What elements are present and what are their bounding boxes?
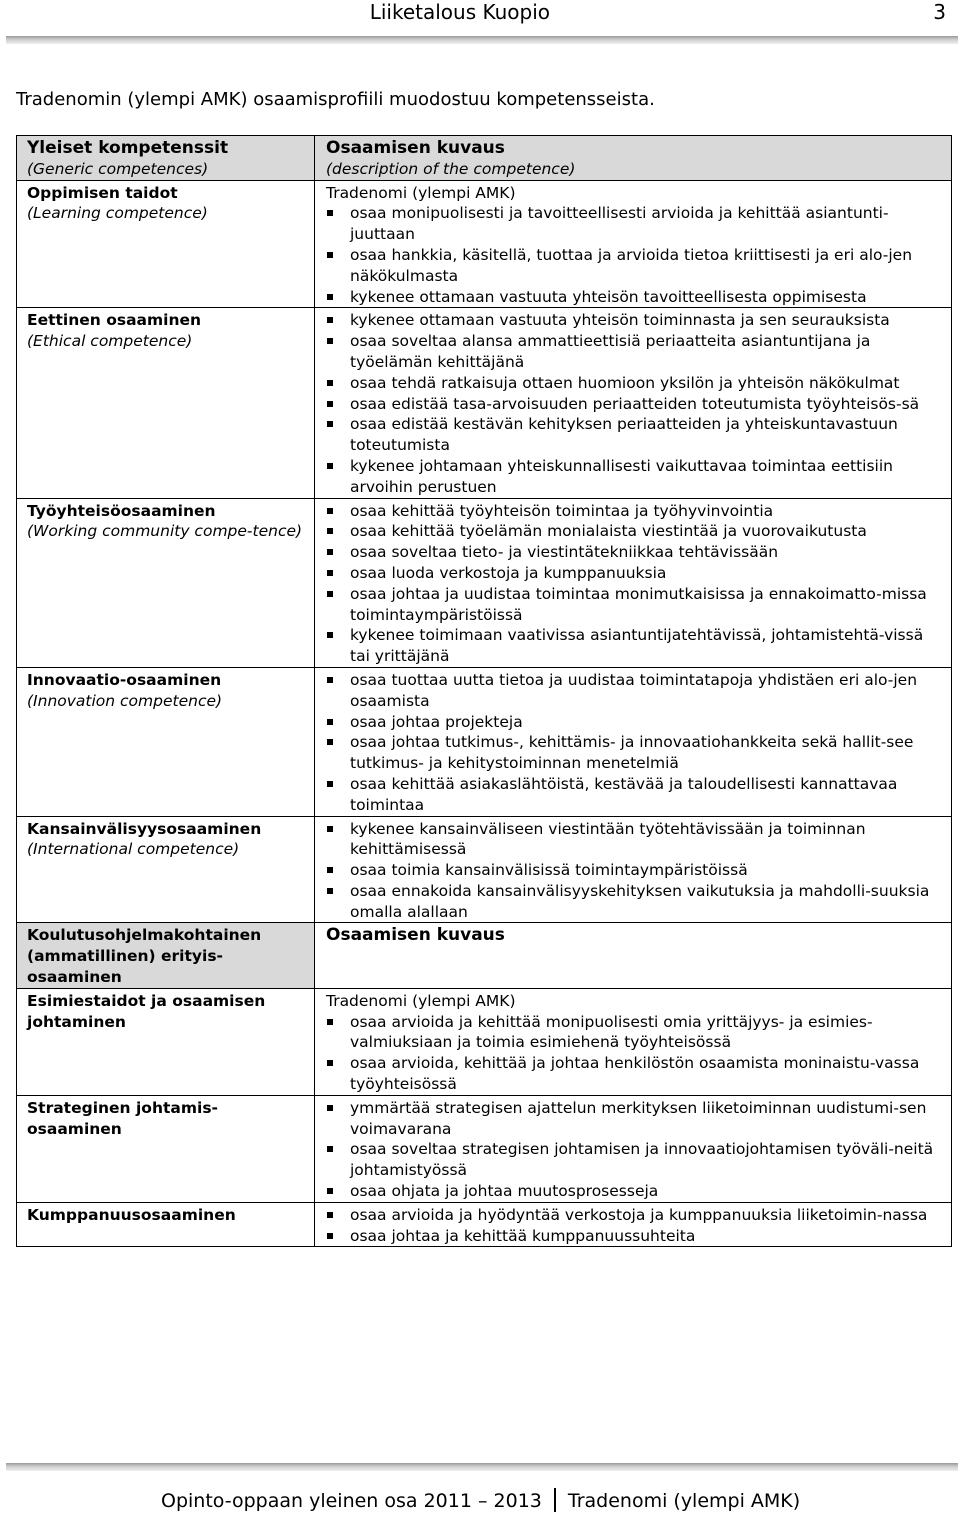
competence-name-cell: [17, 1095, 315, 1202]
description-item: osaa arvioida, kehittää ja johtaa henkilöstön osaamista moninaistu-vassa työyhteisössä: [326, 1053, 943, 1095]
competence-english-name: (Ethical competence): [27, 332, 193, 351]
header-left-title: Yleiset kompetenssit: [27, 138, 229, 158]
page-header: [0, 0, 960, 28]
competence-description-cell: [315, 308, 952, 498]
description-header: [315, 136, 952, 181]
description-item: osaa ennakoida kansainvälisyyskehityksen vaikutuksia ja mahdolli-suuksia omalla alallaan: [326, 881, 943, 923]
table-row: [17, 816, 952, 923]
specific-competences-header: [17, 923, 315, 988]
competence-description-cell: [315, 667, 952, 816]
competence-name-cell: [17, 308, 315, 498]
specific-header-right-title: Osaamisen kuvaus: [326, 925, 505, 946]
description-item: osaa kehittää asiakaslähtöistä, kestävää ja taloudellisesti kannattavaa toimintaa: [326, 774, 943, 816]
table-row: [17, 498, 952, 667]
description-item: kykenee kansainväliseen viestintään työtehtävissään ja toiminnan kehittämisessä: [326, 819, 943, 861]
competence-english-name: (Innovation competence): [27, 691, 223, 710]
description-item: osaa edistää kestävän kehityksen periaatteiden ja yhteiskuntavastuun toteutumista: [326, 414, 943, 456]
competence-description-cell: [315, 988, 952, 1095]
competence-name: Kansainvälisyysosaaminen: [27, 819, 262, 838]
description-item: osaa edistää tasa-arvoisuuden periaatteiden toteutumista työyhteisös-sä: [326, 394, 943, 415]
header-title: Liiketalous Kuopio: [369, 0, 550, 24]
description-item: osaa kehittää työyhteisön toimintaa ja työhyvinvointia: [326, 501, 943, 522]
description-item: kykenee ottamaan vastuuta yhteisön toiminnasta ja sen seurauksista: [326, 310, 943, 331]
description-item: osaa soveltaa strategisen johtamisen ja innovaatiojohtamisen työväli-neitä johtamistyössä: [326, 1139, 943, 1181]
table-row: [17, 667, 952, 816]
description-item: osaa johtaa tutkimus-, kehittämis- ja innovaatiohankkeita sekä hallit-see tutkimus- ja kehitystoiminnan menetelmiä: [326, 732, 943, 774]
description-list: [326, 310, 943, 497]
description-item: osaa monipuolisesti ja tavoitteellisesti arvioida ja kehittää asiantunti-juuttaan: [326, 203, 943, 245]
description-list: [326, 819, 943, 923]
competence-description-cell: [315, 1095, 952, 1202]
competence-name: Oppimisen taidot: [27, 183, 178, 202]
description-list: [326, 203, 943, 307]
specific-description-header: [315, 923, 952, 988]
description-intro: Tradenomi (ylempi AMK): [326, 991, 516, 1010]
competence-name-cell: [17, 1202, 315, 1247]
description-item: osaa johtaa ja kehittää kumppanuussuhteita: [326, 1226, 943, 1247]
description-item: osaa arvioida ja kehittää monipuolisesti omia yrittäjyys- ja esimies-valmiuksiaan ja toimia esimiehenä työyhteisössä: [326, 1012, 943, 1054]
competence-description-cell: [315, 180, 952, 308]
page-footer: [161, 1488, 800, 1513]
description-item: osaa kehittää työelämän monialaista viestintää ja vuorovaikutusta: [326, 521, 943, 542]
description-item: ymmärtää strategisen ajattelun merkityksen liiketoiminnan uudistumi-sen voimavarana: [326, 1098, 943, 1140]
description-item: osaa johtaa projekteja: [326, 712, 943, 733]
description-item: osaa arvioida ja hyödyntää verkostoja ja kumppanuuksia liiketoimin-nassa: [326, 1205, 943, 1226]
table-row: [17, 988, 952, 1095]
table-row: [17, 1095, 952, 1202]
description-item: kykenee toimimaan vaativissa asiantuntijatehtävissä, johtamistehtä-vissä tai yrittäjänä: [326, 625, 943, 667]
footer-divider: [6, 1463, 958, 1471]
description-intro: Tradenomi (ylempi AMK): [326, 183, 516, 202]
description-list: [326, 501, 943, 667]
description-item: osaa luoda verkostoja ja kumppanuuksia: [326, 563, 943, 584]
description-item: osaa tuottaa uutta tietoa ja uudistaa toimintatapoja yhdistäen eri alo-jen osaamista: [326, 670, 943, 712]
description-item: osaa toimia kansainvälisissä toimintaympäristöissä: [326, 860, 943, 881]
competence-name: Kumppanuusosaaminen: [27, 1205, 236, 1224]
competence-description-cell: [315, 1202, 952, 1247]
page-number: 3: [933, 0, 946, 24]
competence-name: Työyhteisöosaaminen: [27, 501, 216, 520]
description-list: [326, 670, 943, 816]
description-item: kykenee ottamaan vastuuta yhteisön tavoitteellisesta oppimisesta: [326, 287, 943, 308]
competence-english-name: (Learning competence): [27, 204, 208, 223]
description-item: kykenee johtamaan yhteiskunnallisesti vaikuttavaa toimintaa eettisiin arvoihin perustuen: [326, 456, 943, 498]
description-item: osaa soveltaa alansa ammattieettisiä periaatteita asiantuntijana ja työelämän kehittäjänä: [326, 331, 943, 373]
footer-left: Opinto-oppaan yleinen osa 2011 – 2013: [161, 1490, 542, 1512]
footer-separator: [554, 1488, 556, 1512]
description-list: [326, 1098, 943, 1202]
competence-name-cell: [17, 180, 315, 308]
description-item: osaa soveltaa tieto- ja viestintätekniikkaa tehtävissään: [326, 542, 943, 563]
competence-name: Esimiestaidot ja osaamisen johtaminen: [27, 991, 266, 1031]
competence-description-cell: [315, 498, 952, 667]
header-divider: [6, 36, 958, 44]
competence-name: Innovaatio-osaaminen: [27, 670, 222, 689]
table-row: [17, 1202, 952, 1247]
table-header-row: [17, 136, 952, 181]
intro-text: Tradenomin (ylempi AMK) osaamisprofiili muodostuu kompetensseista.: [16, 89, 655, 110]
header-right-subtitle: (description of the competence): [326, 159, 576, 178]
competence-table: [16, 135, 952, 1247]
specific-header-left-title: Koulutusohjelmakohtainen (ammatillinen) erityis-osaaminen: [27, 926, 262, 987]
competence-english-name: (International competence): [27, 840, 240, 859]
competence-name-cell: [17, 498, 315, 667]
header-right-title: Osaamisen kuvaus: [326, 138, 505, 158]
table-row: [17, 308, 952, 498]
competence-name-cell: [17, 816, 315, 923]
table-row: [17, 180, 952, 308]
description-item: osaa hankkia, käsitellä, tuottaa ja arvioida tietoa kriittisesti ja eri alo-jen näkökulmasta: [326, 245, 943, 287]
competence-description-cell: [315, 816, 952, 923]
competence-english-name: (Working community compe-tence): [27, 522, 303, 541]
description-list: [326, 1012, 943, 1095]
competence-name-cell: [17, 988, 315, 1095]
description-list: [326, 1205, 943, 1247]
description-item: osaa ohjata ja johtaa muutosprosesseja: [326, 1181, 943, 1202]
competence-name: Eettinen osaaminen: [27, 311, 202, 330]
description-item: osaa johtaa ja uudistaa toimintaa monimutkaisissa ja ennakoimatto-missa toimintaympäristöissä: [326, 584, 943, 626]
specific-header-row: [17, 923, 952, 988]
competence-name: Strateginen johtamis-osaaminen: [27, 1098, 218, 1138]
competence-name-cell: [17, 667, 315, 816]
footer-right: Tradenomi (ylempi AMK): [567, 1490, 801, 1512]
header-left-subtitle: (Generic competences): [27, 159, 209, 178]
description-item: osaa tehdä ratkaisuja ottaen huomioon yksilön ja yhteisön näkökulmat: [326, 373, 943, 394]
generic-competences-header: [17, 136, 315, 181]
